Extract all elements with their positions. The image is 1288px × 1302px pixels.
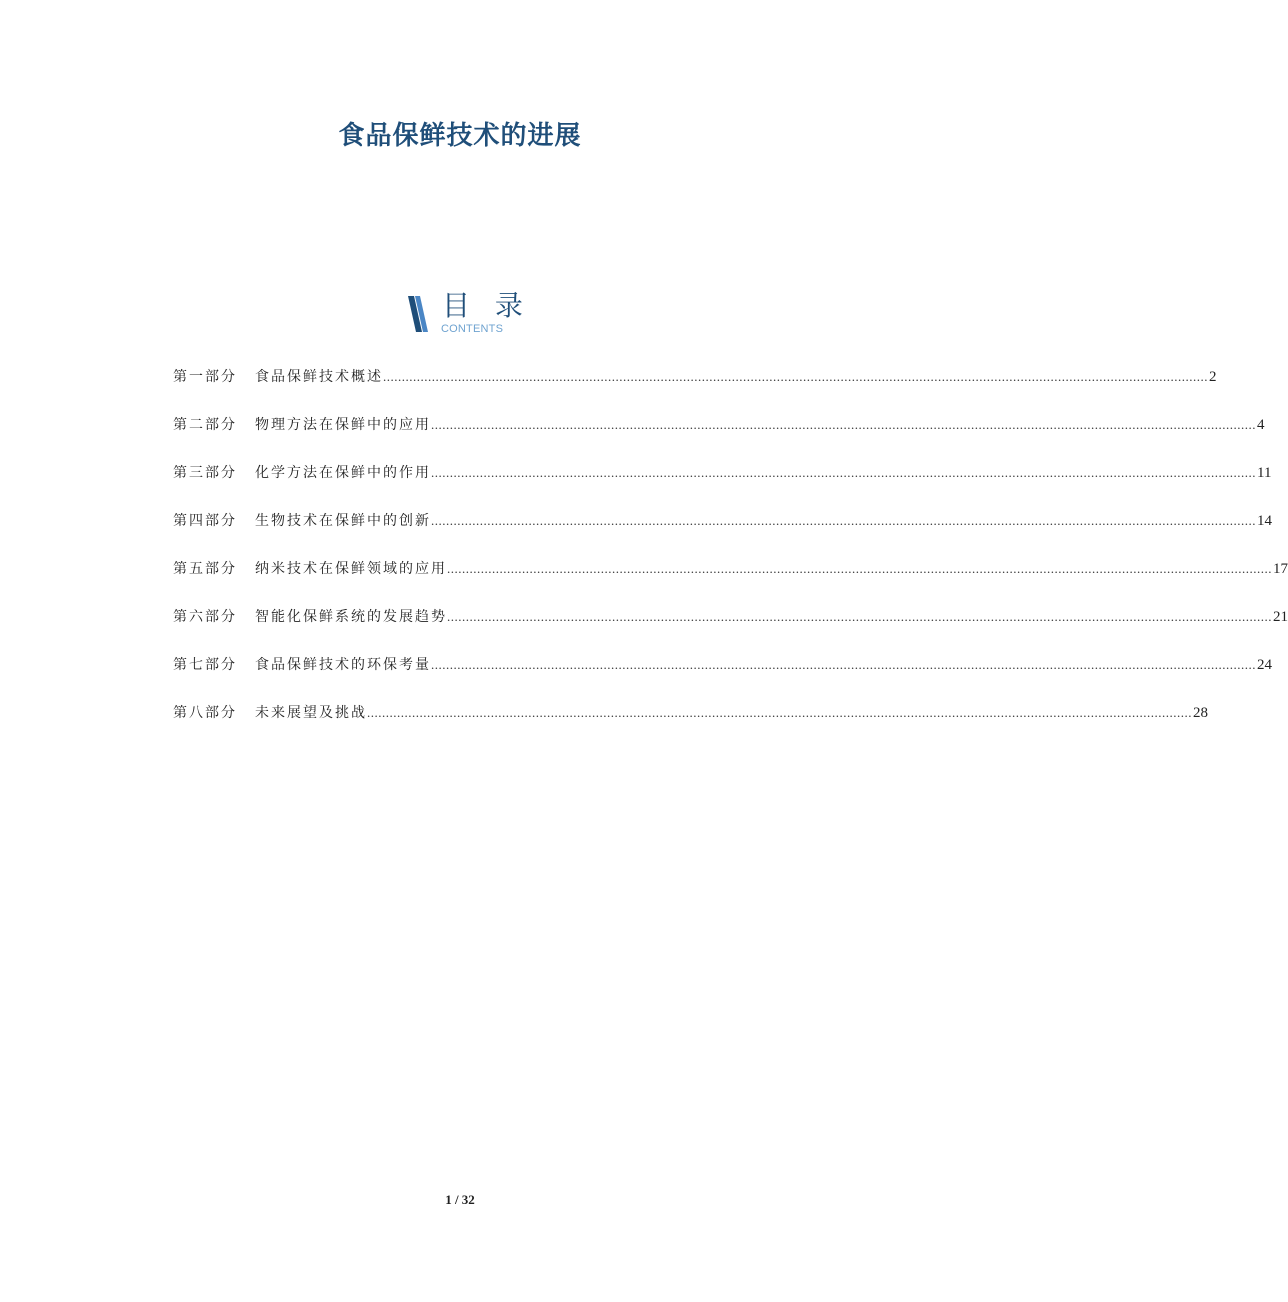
toc-dot-leader: ............................................................................................................................................................................................................................ bbox=[431, 513, 1256, 528]
toc-entry-part: 第六部分 bbox=[173, 609, 237, 625]
toc-entry[interactable] bbox=[173, 700, 1208, 748]
toc-entry-part: 第三部分 bbox=[173, 465, 237, 481]
toc-entry[interactable] bbox=[173, 412, 1265, 460]
toc-entry-page: 2 bbox=[1209, 369, 1217, 385]
toc-dot-leader: ............................................................................................................................................................................................................................ bbox=[431, 657, 1256, 672]
toc-dot-leader: ............................................................................................................................................................................................................................ bbox=[383, 369, 1208, 384]
toc-entry[interactable] bbox=[173, 508, 1272, 556]
toc-entry-part: 第七部分 bbox=[173, 657, 237, 673]
toc-heading-subtitle: CONTENTS bbox=[441, 323, 504, 335]
toc-entry[interactable] bbox=[173, 556, 1288, 604]
toc-dot-leader: ............................................................................................................................................................................................................................ bbox=[447, 609, 1272, 624]
toc-entry-title: 物理方法在保鲜中的应用 bbox=[255, 417, 431, 433]
toc-entry-title: 纳米技术在保鲜领域的应用 bbox=[255, 561, 447, 577]
toc-entry-page: 28 bbox=[1193, 705, 1208, 721]
toc-entry-part: 第二部分 bbox=[173, 417, 237, 433]
toc-entry-page: 21 bbox=[1273, 609, 1288, 625]
toc-entry-page: 11 bbox=[1257, 465, 1272, 481]
toc-entry-title: 食品保鲜技术概述 bbox=[255, 369, 383, 385]
toc-entry-page: 14 bbox=[1257, 513, 1272, 529]
toc-entry[interactable] bbox=[173, 604, 1288, 652]
toc-entry[interactable] bbox=[173, 364, 1217, 412]
toc-entry-title: 化学方法在保鲜中的作用 bbox=[255, 465, 431, 481]
toc-entry-title: 生物技术在保鲜中的创新 bbox=[255, 513, 431, 529]
toc-entry-title: 智能化保鲜系统的发展趋势 bbox=[255, 609, 447, 625]
toc-entry-part: 第五部分 bbox=[173, 561, 237, 577]
page-number-indicator: 1 / 32 bbox=[445, 1192, 475, 1207]
toc-entry-part: 第一部分 bbox=[173, 369, 237, 385]
toc-dot-leader: ............................................................................................................................................................................................................................ bbox=[431, 417, 1256, 432]
toc-entry-page: 17 bbox=[1273, 561, 1288, 577]
toc-heading-title: 目 录 bbox=[442, 289, 531, 322]
toc-heading bbox=[406, 289, 531, 340]
toc-dot-leader: ............................................................................................................................................................................................................................ bbox=[431, 465, 1256, 480]
toc-entry-page: 24 bbox=[1257, 657, 1272, 673]
toc-entry-page: 4 bbox=[1257, 417, 1265, 433]
toc-entry[interactable] bbox=[173, 460, 1272, 508]
contents-book-icon bbox=[406, 296, 432, 332]
toc-entry-title: 食品保鲜技术的环保考量 bbox=[255, 657, 431, 673]
toc-dot-leader: ............................................................................................................................................................................................................................ bbox=[447, 561, 1272, 576]
toc-dot-leader: ............................................................................................................................................................................................................................ bbox=[367, 705, 1192, 720]
toc-entry-title: 未来展望及挑战 bbox=[255, 705, 367, 721]
toc-entry-part: 第四部分 bbox=[173, 513, 237, 529]
toc-entry-part: 第八部分 bbox=[173, 705, 237, 721]
table-of-contents bbox=[173, 364, 1288, 748]
document-title: 食品保鲜技术的进展 bbox=[338, 121, 582, 151]
toc-entry[interactable] bbox=[173, 652, 1272, 700]
